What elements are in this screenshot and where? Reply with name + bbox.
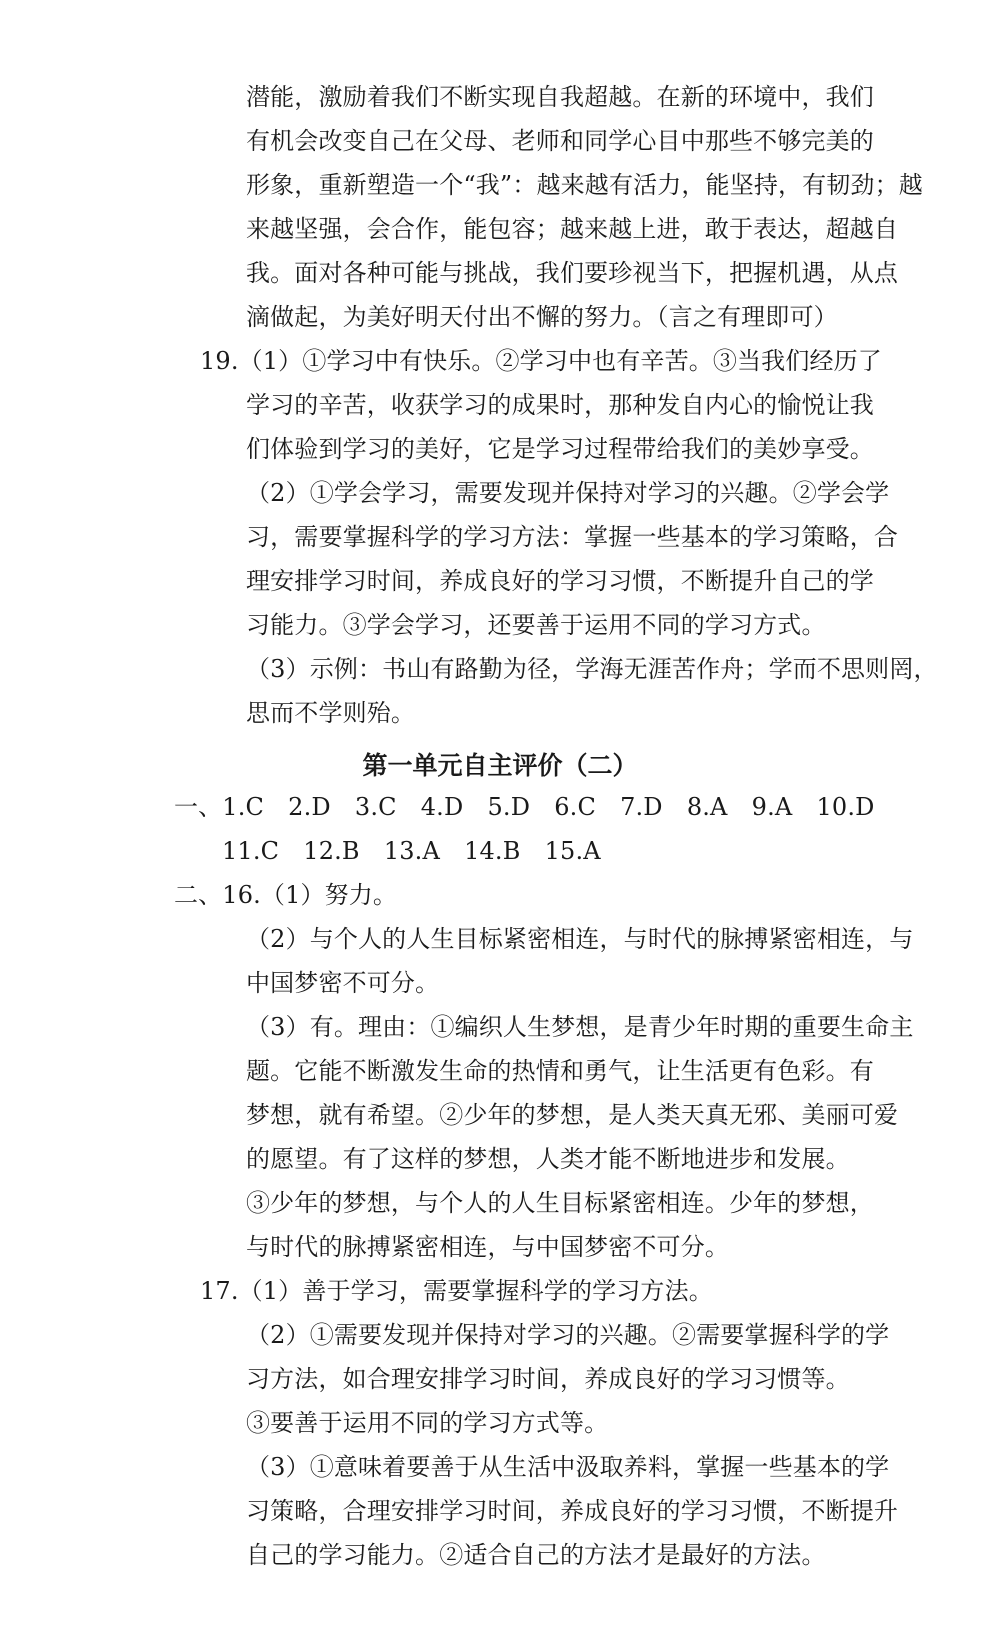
q19-line-2: 学习的辛苦，收获学习的成果时，那种发自内心的愉悦让我 xyxy=(246,391,874,419)
intro-line-4: 来越坚强，会合作，能包容；越来越上进，敢于表达，超越自 xyxy=(246,215,899,243)
q19-line-1: 19.（1）①学习中有快乐。②学习中也有辛苦。③当我们经历了 xyxy=(200,347,882,375)
q17-line-2: （2）①需要发现并保持对学习的兴趣。②需要掌握科学的学 xyxy=(246,1321,890,1349)
q16-line-5: 题。它能不断激发生命的热情和勇气，让生活更有色彩。有 xyxy=(246,1057,874,1085)
q19-line-6: 理安排学习时间，养成良好的学习习惯，不断提升自己的学 xyxy=(246,567,874,595)
q19-line-9: 思而不学则殆。 xyxy=(246,699,416,727)
q19-line-5: 习，需要掌握科学的学习方法：掌握一些基本的学习策略，合 xyxy=(246,523,899,551)
q17-line-6: 习策略，合理安排学习时间，养成良好的学习习惯，不断提升 xyxy=(246,1497,899,1525)
q19-line-3: 们体验到学习的美好，它是学习过程带给我们的美妙享受。 xyxy=(246,435,874,463)
q19-line-8: （3）示例：书山有路勤为径，学海无涯苦作舟；学而不思则罔， xyxy=(246,655,938,683)
q16-line-6: 梦想，就有希望。②少年的梦想，是人类天真无邪、美丽可爱 xyxy=(246,1101,899,1129)
q19-line-7: 习能力。③学会学习，还要善于运用不同的学习方式。 xyxy=(246,611,826,639)
q16-line-2: （2）与个人的人生目标紧密相连，与时代的脉搏紧密相连，与 xyxy=(246,925,914,953)
q19-line-4: （2）①学会学习，需要发现并保持对学习的兴趣。②学会学 xyxy=(246,479,890,507)
q17-line-7: 自己的学习能力。②适合自己的方法才是最好的方法。 xyxy=(246,1541,826,1569)
intro-line-1: 潜能，激励着我们不断实现自我超越。在新的环境中，我们 xyxy=(246,83,874,111)
section-title: 第一单元自主评价（二） xyxy=(362,751,638,780)
intro-line-3: 形象，重新塑造一个“我”：越来越有活力，能坚持，有韧劲；越 xyxy=(246,171,923,199)
part1-answers-line-2: 11.C 12.B 13.A 14.B 15.A xyxy=(222,837,601,865)
q17-line-5: （3）①意味着要善于从生活中汲取养料，掌握一些基本的学 xyxy=(246,1453,890,1481)
intro-line-2: 有机会改变自己在父母、老师和同学心目中那些不够完美的 xyxy=(246,127,874,155)
intro-line-5: 我。面对各种可能与挑战，我们要珍视当下，把握机遇，从点 xyxy=(246,259,899,287)
q16-line-8: ③少年的梦想，与个人的人生目标紧密相连。少年的梦想， xyxy=(246,1189,874,1217)
q17-line-3: 习方法，如合理安排学习时间，养成良好的学习习惯等。 xyxy=(246,1365,850,1393)
q17-line-1: 17.（1）善于学习，需要掌握科学的学习方法。 xyxy=(200,1277,713,1305)
q17-line-4: ③要善于运用不同的学习方式等。 xyxy=(246,1409,609,1437)
q16-line-4: （3）有。理由：①编织人生梦想，是青少年时期的重要生命主 xyxy=(246,1013,914,1041)
part1-answers-line-1: 一、1.C 2.D 3.C 4.D 5.D 6.C 7.D 8.A 9.A 10.D xyxy=(174,793,875,821)
q16-line-7: 的愿望。有了这样的梦想，人类才能不断地进步和发展。 xyxy=(246,1145,850,1173)
q16-line-9: 与时代的脉搏紧密相连，与中国梦密不可分。 xyxy=(246,1233,729,1261)
q16-line-1: 二、16.（1）努力。 xyxy=(174,881,398,909)
intro-line-6: 滴做起，为美好明天付出不懈的努力。（言之有理即可） xyxy=(246,303,838,331)
q16-line-3: 中国梦密不可分。 xyxy=(246,969,440,997)
